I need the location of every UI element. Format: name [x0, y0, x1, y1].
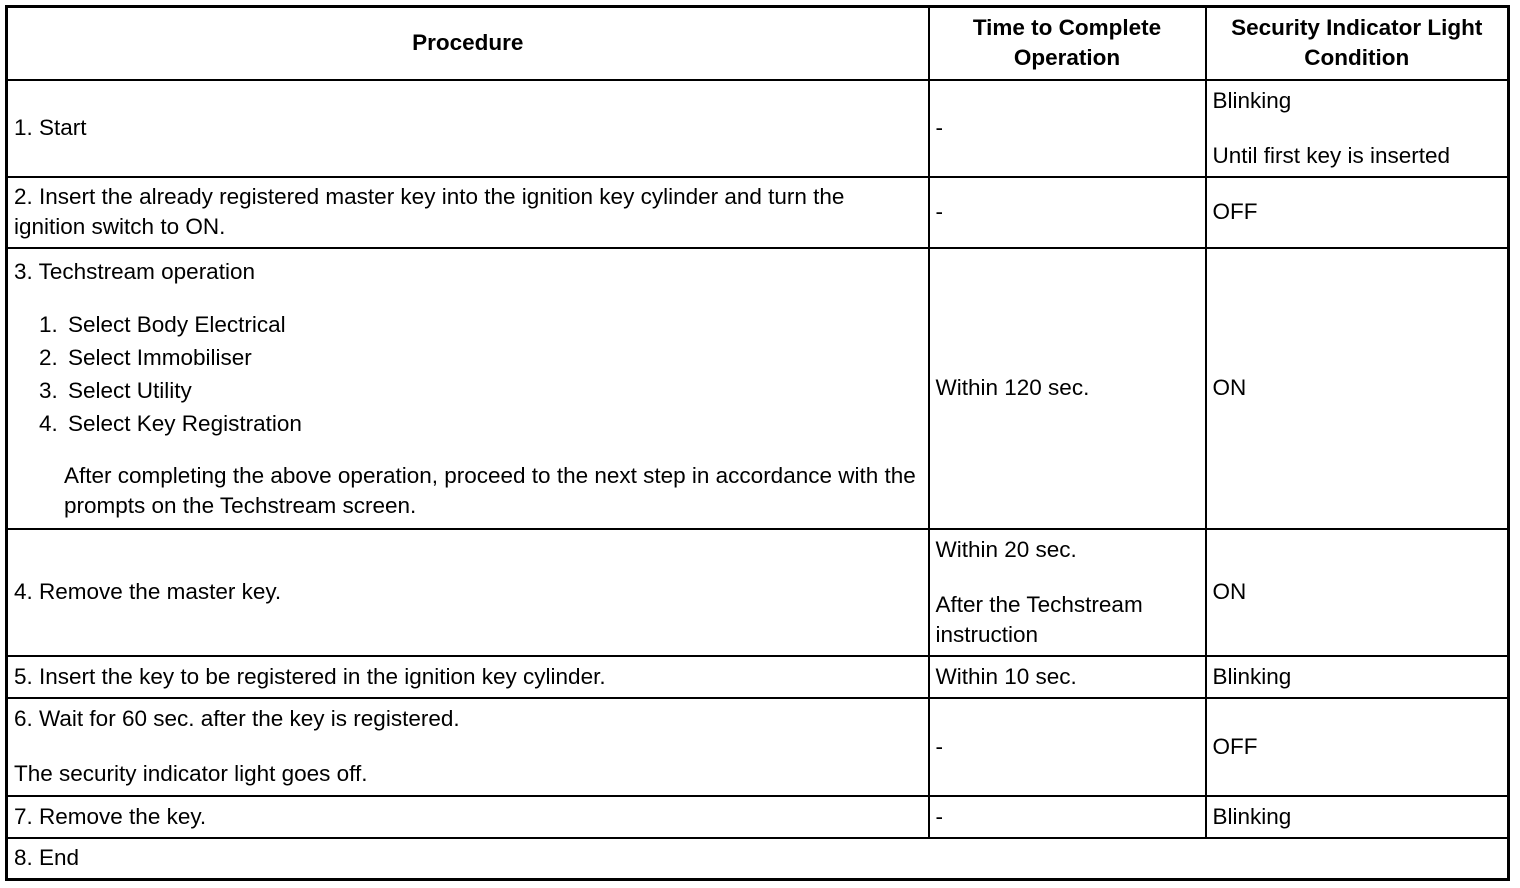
- light-value: Blinking: [1212, 87, 1292, 113]
- substep-list: [14, 308, 922, 440]
- list-item: 3. Select Utility: [64, 374, 922, 407]
- list-item: 4. Select Key Registration: [64, 407, 922, 440]
- time-cell: Within 10 sec.: [929, 656, 1206, 698]
- time-cell: -: [929, 796, 1206, 838]
- table-row: [7, 838, 1509, 880]
- list-item: 2. Select Immobiliser: [64, 341, 922, 374]
- header-time: Time to Complete Operation: [929, 7, 1206, 80]
- header-procedure: Procedure: [7, 7, 929, 80]
- table-row: [7, 248, 1509, 529]
- procedure-cell: [7, 698, 929, 796]
- time-cell: -: [929, 177, 1206, 248]
- table-row: [7, 177, 1509, 248]
- light-cell: ON: [1206, 529, 1509, 656]
- procedure-note: The security indicator light goes off.: [14, 761, 368, 786]
- key-registration-table: [5, 5, 1510, 881]
- header-light: Security Indicator Light Condition: [1206, 7, 1509, 80]
- procedure-cell: 8. End: [7, 838, 1509, 880]
- light-cell: ON: [1206, 248, 1509, 529]
- header-row: [7, 7, 1509, 80]
- procedure-cell: 4. Remove the master key.: [7, 529, 929, 656]
- table-row: [7, 529, 1509, 656]
- procedure-title: 3. Techstream operation: [14, 258, 255, 284]
- light-cell: OFF: [1206, 177, 1509, 248]
- table-row: [7, 796, 1509, 838]
- procedure-cell: 5. Insert the key to be registered in the ignition key cylinder.: [7, 656, 929, 698]
- list-item: 1. Select Body Electrical: [64, 308, 922, 341]
- procedure-note: After completing the above operation, proceed to the next step in accordance with the prompts on the Techstream screen.: [64, 462, 916, 518]
- procedure-cell: 1. Start: [7, 80, 929, 177]
- time-value: Within 20 sec.: [935, 536, 1077, 562]
- light-cell: Blinking: [1206, 796, 1509, 838]
- light-cell: [1206, 80, 1509, 177]
- table-row: [7, 80, 1509, 177]
- time-cell: -: [929, 80, 1206, 177]
- procedure-cell: 2. Insert the already registered master key into the ignition key cylinder and turn the ignition switch to ON.: [7, 177, 929, 248]
- procedure-title: 6. Wait for 60 sec. after the key is registered.: [14, 706, 460, 731]
- time-cell: -: [929, 698, 1206, 796]
- time-cell: Within 120 sec.: [929, 248, 1206, 529]
- procedure-cell: 7. Remove the key.: [7, 796, 929, 838]
- light-cell: Blinking: [1206, 656, 1509, 698]
- time-note: After the Techstream instruction: [935, 591, 1143, 647]
- table-row: [7, 698, 1509, 796]
- table-row: [7, 656, 1509, 698]
- procedure-cell: [7, 248, 929, 529]
- light-note: Until first key is inserted: [1212, 142, 1451, 168]
- light-cell: OFF: [1206, 698, 1509, 796]
- time-cell: [929, 529, 1206, 656]
